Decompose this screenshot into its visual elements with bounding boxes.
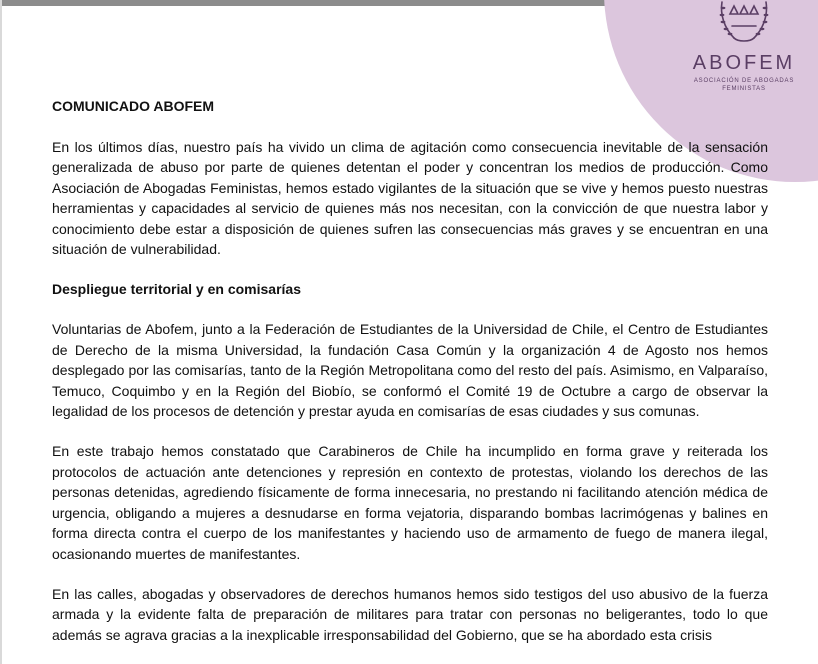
body-paragraph-1: Voluntarias de Abofem, junto a la Federación de Estudiantes de la Universidad de Chile, el Centro de Estudiantes de Derecho de la misma Universidad, la fundación Casa Común y la organización 4 de Agosto nos hemos desplegado por las comisarías, tanto de la Región Metropolitana como del resto del país. Asimismo, en Valparaíso, Temuco, Coquimbo y en la Región del Biobío, se conformó el Comité 19 de Octubre a cargo de observar la legalidad de los procesos de detención y prestar ayuda en comisarías de esas ciudades y sus comunas.: [52, 321, 768, 420]
left-border: [0, 0, 2, 664]
logo-subtitle-line-2: FEMINISTAS: [722, 86, 766, 92]
logo-subtitle-line-1: ASOCIACIÓN DE ABOGADAS: [693, 78, 795, 84]
section-heading: Despliegue territorial y en comisarías: [52, 281, 301, 298]
document-body: [52, 96, 768, 645]
body-paragraph-3: En las calles, abogadas y observadores de derechos humanos hemos sido testigos del uso abusivo de la fuerza armada y la evidente falta de preparación de militares para tratar con personas no beligerantes, todo lo que además se agrava gracias a la inexplicable irresponsabilidad del Gobierno, que se ha abordado esta crisis: [52, 585, 768, 643]
intro-paragraph: En los últimos días, nuestro país ha vivido un clima de agitación como consecuencia inevitable de la sensación generalizada de abuso por parte de quienes detentan el poder y concentran los medios de producción. Como Asociación de Abogadas Feministas, hemos estado vigilantes de la situación que se vive y hemos puesto nuestras herramientas y capacidades al servicio de quienes más nos necesitan, con la convicción de que nuestra labor y conocimiento debe estar a disposición de quienes sufren las consecuencias más graves y se encuentran en una situación de vulnerabilidad.: [52, 139, 768, 258]
document-title: COMUNICADO ABOFEM: [52, 98, 215, 114]
scales-of-justice-wreath-icon: [680, 0, 808, 50]
logo-name: ABOFEM: [692, 52, 796, 74]
body-paragraph-2: En este trabajo hemos constatado que Carabineros de Chile ha incumplido en forma grave y reiterada los protocolos de actuación ante detenciones y represión en contexto de protestas, violando los derechos de las personas detenidas, agrediendo físicamente de forma innecesaria, no prestando ni facilitando atención médica de urgencia, obligando a mujeres a desnudarse en forma vejatoria, disparando bombas lacrimógenas y balines en forma directa contra el cuerpo de los manifestantes y haciendo uso de armamento de fuego de manera ilegal, ocasionando muertes de manifestantes.: [52, 443, 768, 562]
abofem-logo: [680, 0, 808, 110]
